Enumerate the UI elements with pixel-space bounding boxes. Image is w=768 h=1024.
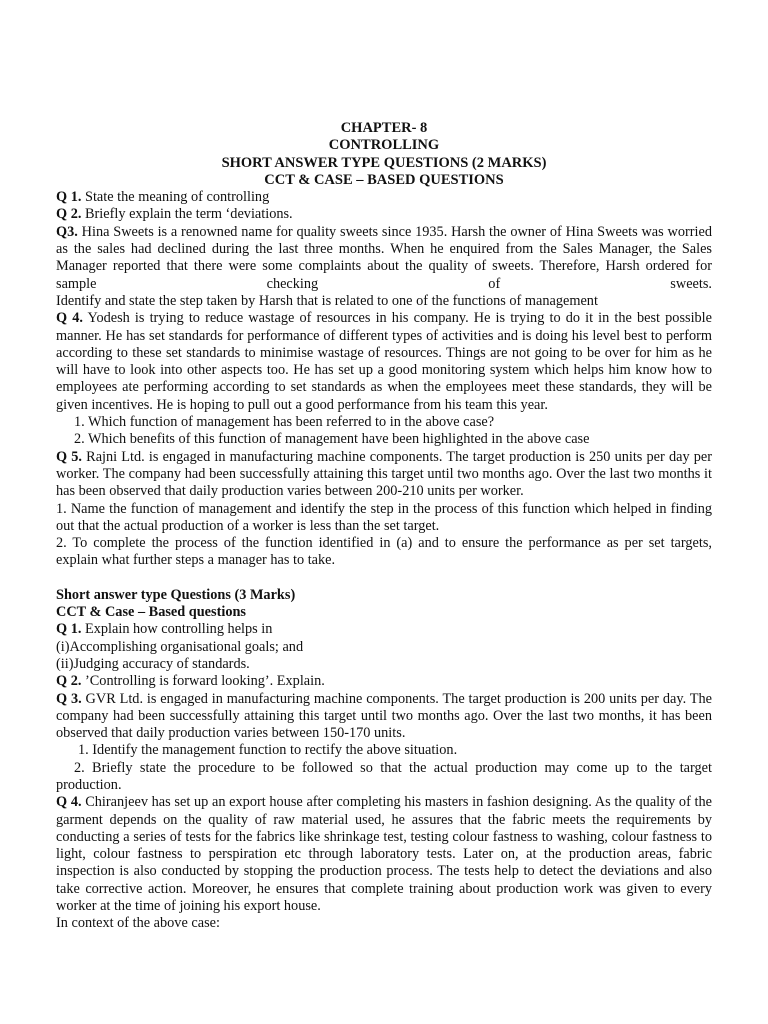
question-5: [56, 449, 712, 501]
section-2-subtitle: CCT & Case – Based questions: [56, 604, 246, 621]
section-2-title: Short answer type Questions (3 Marks): [56, 586, 296, 603]
question-2-2: [56, 673, 712, 690]
question-label: Q 5.: [56, 448, 83, 465]
question-text: Explain how controlling helps in: [81, 621, 273, 638]
question-label: Q 2.: [56, 673, 82, 690]
question-label: Q3.: [56, 223, 78, 240]
question-4-sub-1: 1. Which function of management has been referred to in the above case?: [74, 414, 495, 431]
chapter-title: CONTROLLING: [328, 137, 440, 154]
question-text: Briefly explain the term ‘deviations.: [81, 206, 293, 223]
question-label: Q 1.: [56, 189, 82, 206]
question-2-4-context: In context of the above case:: [56, 915, 220, 932]
question-label: Q 4.: [56, 310, 83, 327]
question-text: Chiranjeev has set up an export house after completing his masters in fashion designing. As the quality of the garment depends on the quality of raw material used, he assures that the fabric meets the requirements by conducting a series of tests for the fabrics like shrinkage test, testing colour fastness to washing, colour fastness to light, colour fastness to perspiration etc through laboratory tests. Later on, at the production areas, fabric inspection is also conducted by stopping the production process. The tests help to detect the deviations and also take corrective action. Moreover, he ensures that complete training about production work was given to every worker at the time of joining his export house.: [56, 794, 712, 915]
question-2-1: [56, 621, 712, 638]
question-2-3-sub-1: 1. Identify the management function to rectify the above situation.: [78, 742, 458, 759]
question-2: [56, 206, 712, 223]
question-text: GVR Ltd. is engaged in manufacturing machine components. The target production is 200 units per day. The company had been successfully attaining this target until two months ago. Over the last two months, it has been observed that daily production varies between 150-170 units.: [56, 690, 712, 742]
question-text: Rajni Ltd. is engaged in manufacturing machine components. The target production is 250 units per day per worker. The company had been successfully attaining this target until two months ago. Over the last two months it has been observed that daily production varies between 200-210 units per worker.: [56, 448, 713, 500]
question-label: Q 4.: [56, 794, 82, 811]
question-4-sub-2: 2. Which benefits of this function of management have been highlighted in the above case: [74, 431, 590, 448]
question-text: State the meaning of controlling: [81, 189, 270, 206]
question-2-1-part-i: (i)Accomplishing organisational goals; and: [56, 638, 304, 655]
question-label: Q 2.: [56, 206, 82, 223]
question-2-1-part-ii: (ii)Judging accuracy of standards.: [56, 655, 250, 672]
question-4: [56, 310, 712, 414]
question-2-3-sub-2: 2. Briefly state the procedure to be followed so that the actual production may come up to the target production.: [56, 759, 712, 793]
section-spacer: [56, 570, 712, 587]
question-text: Hina Sweets is a renowned name for quality sweets since 1935. Harsh the owner of Hina Sweets was worried as the sales had declined during the last three months. When he enquired from the Sales Manager, the Sales Manager reported that there were some complaints about the quality of sweets. Therefore, Harsh ordered for sample checking of sweets.: [56, 223, 712, 292]
question-2-4: [56, 794, 712, 915]
section-subheading: CCT & CASE – BASED QUESTIONS: [264, 171, 504, 188]
question-5-sub-2: 2. To complete the process of the function identified in (a) and to ensure the performance as per set targets, explain what further steps a manager has to take.: [56, 535, 712, 569]
question-2-3: [56, 691, 712, 743]
question-text: Yodesh is trying to reduce wastage of resources in his company. He is trying to do it in the best possible manner. He has set standards for performance of different types of activities and is doing his level best to perform according to these set standards to minimise wastage of resources. Things are not going to be over for him as he will have to look into other aspects too. He has set up a good monitoring system which helps him know how to employees ate performing according to set standards as when the employees meet these standards, they will be given incentives. He is hoping to pull out a good performance from his team this year.: [56, 310, 713, 413]
question-3: [56, 224, 712, 293]
question-1: [56, 189, 712, 206]
question-5-sub-1: 1. Name the function of management and identify the step in the process of this function which helped in finding out that the actual production of a worker is less than the set target.: [56, 500, 712, 534]
chapter-number: CHAPTER- 8: [340, 120, 428, 136]
question-label: Q 3.: [56, 690, 82, 707]
question-label: Q 1.: [56, 621, 82, 638]
question-3-instruction: Identify and state the step taken by Harsh that is related to one of the functions of management: [56, 292, 598, 309]
question-text: ’Controlling is forward looking’. Explain.: [81, 673, 325, 690]
section-heading: SHORT ANSWER TYPE QUESTIONS (2 MARKS): [221, 154, 547, 171]
